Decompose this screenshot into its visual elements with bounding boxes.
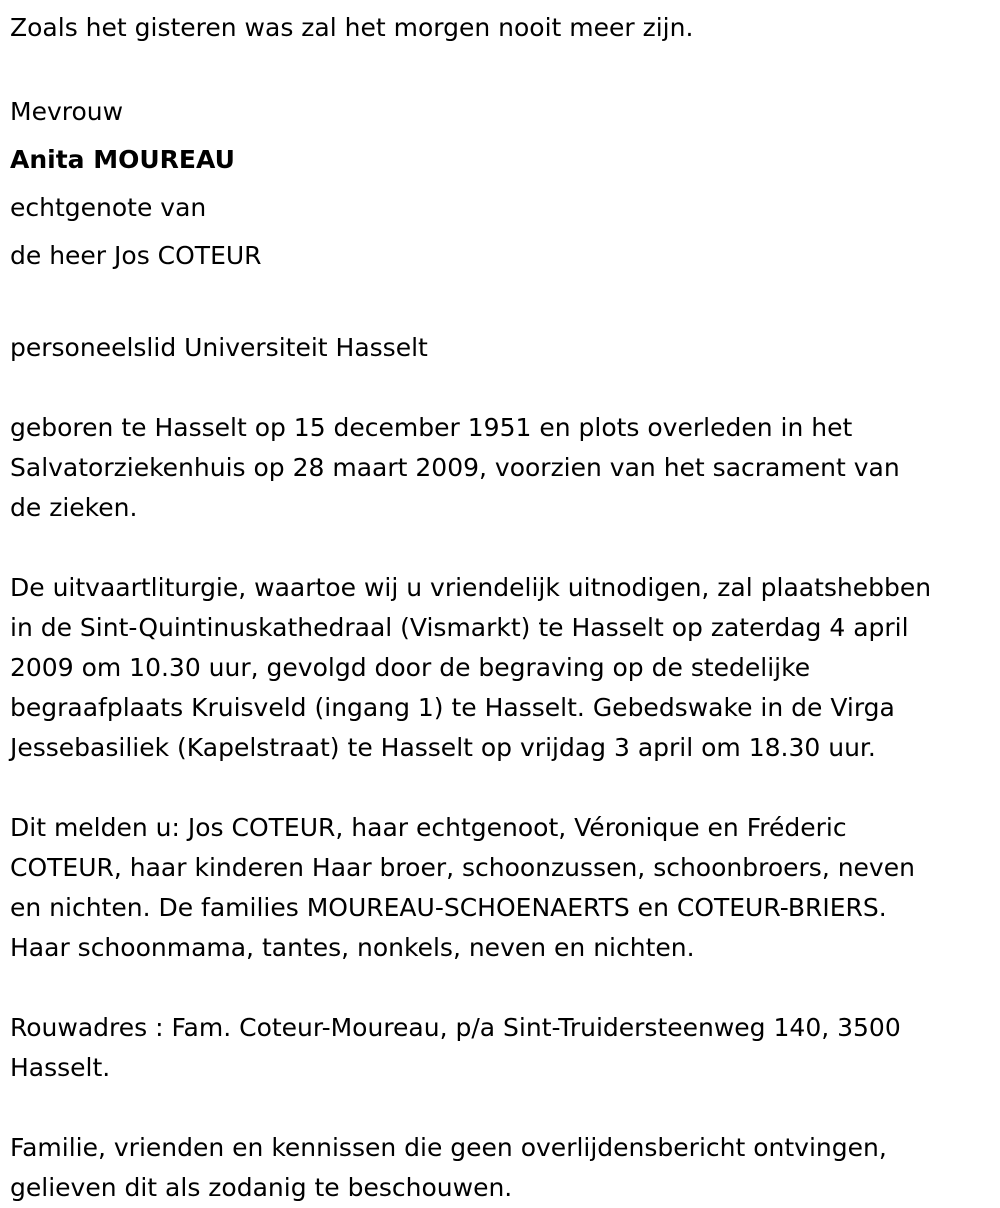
funeral-paragraph: De uitvaartliturgie, waartoe wij u vriendelijk uitnodigen, zal plaatshebben in de Sint-Quintinuskathedraal (Vismarkt) te Hasselt op zaterdag 4 april 2009 om 10.30 uur, gevolgd door de begraving op de stedelijke begraafplaats Kruisveld (ingang 1) te Hasselt. Gebedswake in de Virga Jessebasiliek (Kapelstraat) te Hasselt op vrijdag 3 april om 18.30 uur.: [10, 573, 932, 762]
announced-by-paragraph: Dit melden u: Jos COTEUR, haar echtgenoot, Véronique en Fréderic COTEUR, haar kinderen Haar broer, schoonzussen, schoonbroers, neven en nichten. De families MOUREAU-SCHOENAERTS en COTEUR-BRIERS. Haar schoonmama, tantes, nonkels, neven en nichten.: [10, 813, 915, 962]
mourning-address: Rouwadres : Fam. Coteur-Moureau, p/a Sint-Truidersteenweg 140, 3500 Hasselt.: [10, 1013, 901, 1082]
relation-text: echtgenote van: [10, 193, 207, 222]
birth-death-paragraph: geboren te Hasselt op 15 december 1951 en plots overleden in het Salvatorziekenhuis op 28 maart 2009, voorzien van het sacrament van de zieken.: [10, 413, 900, 522]
closing-paragraph: Familie, vrienden en kennissen die geen overlijdensbericht ontvingen, gelieven dit als zodanig te beschouwen.: [10, 1133, 887, 1202]
spouse-name: de heer Jos COTEUR: [10, 241, 262, 270]
deceased-name: Anita MOUREAU: [10, 145, 235, 174]
opening-line: Zoals het gisteren was zal het morgen nooit meer zijn.: [10, 13, 694, 42]
occupation-text: personeelslid Universiteit Hasselt: [10, 333, 428, 362]
obituary-notice: [10, 8, 990, 1208]
honorific-title: Mevrouw: [10, 97, 124, 126]
